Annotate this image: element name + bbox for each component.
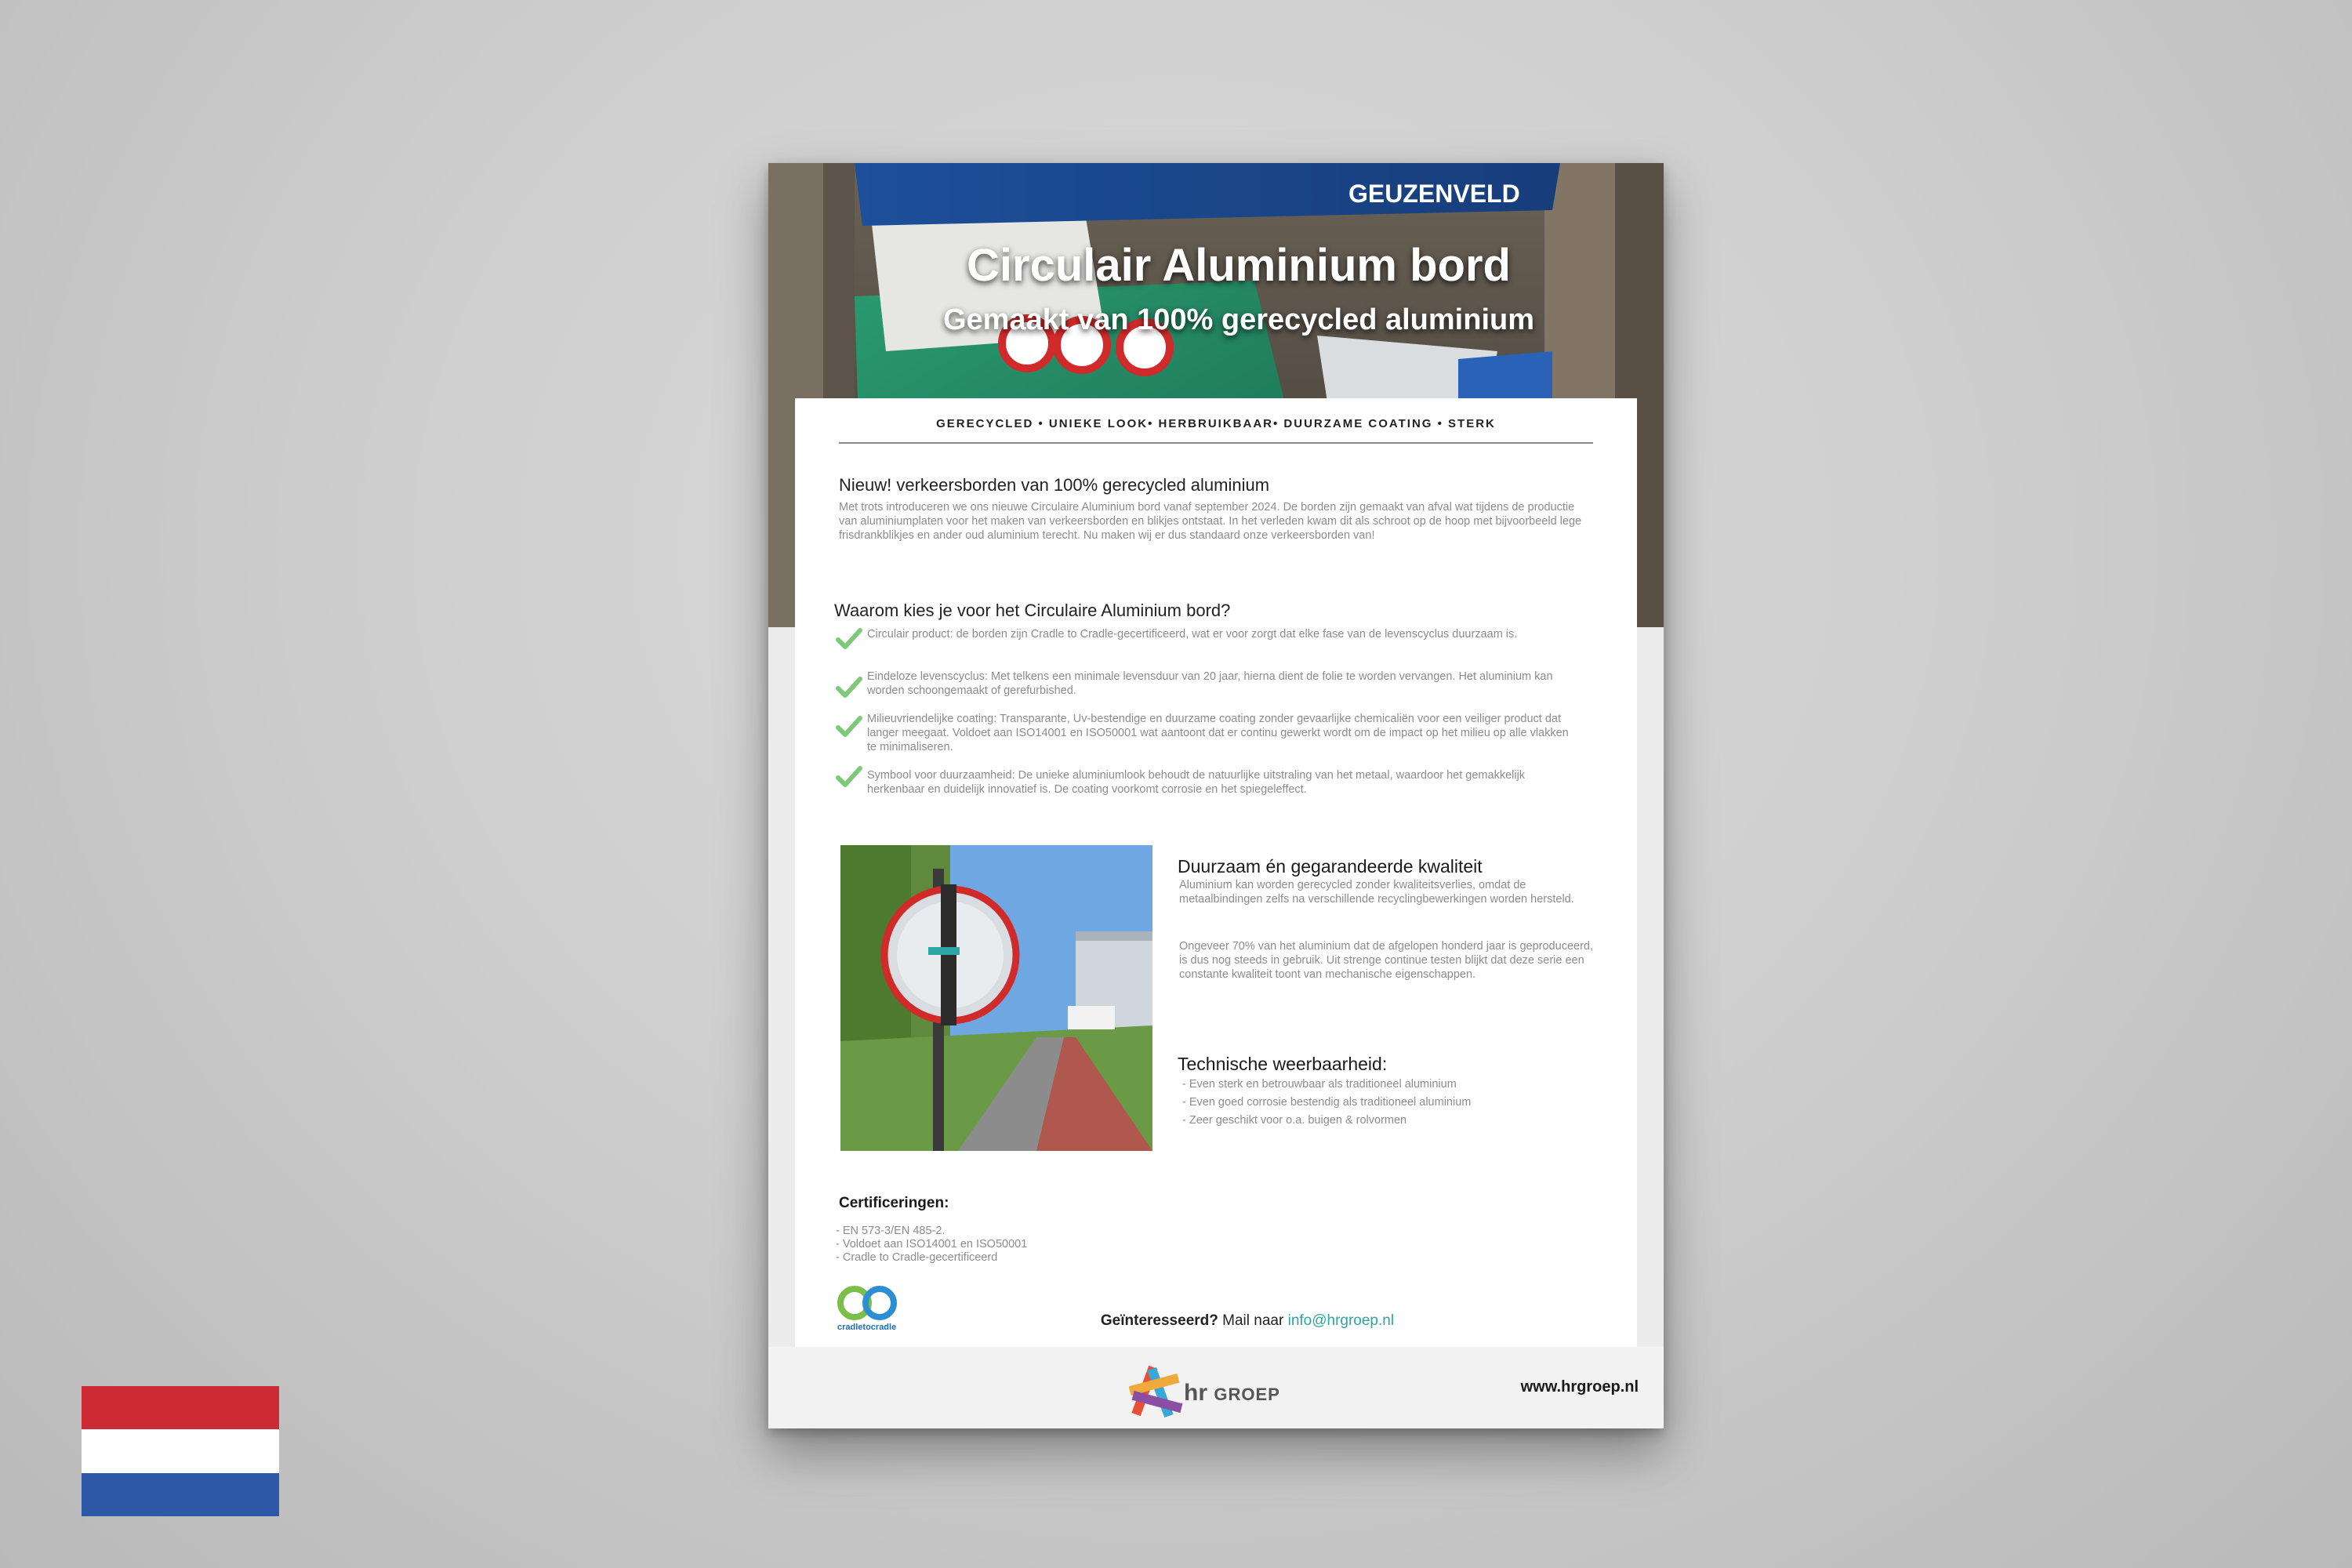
- quality-para-1: Aluminium kan worden gerecycled zonder kwaliteitsverlies, omdat de metaalbindingen zelfs na verschillende recyclingbewerkingen worden hersteld.: [1179, 879, 1574, 906]
- quality-heading: Duurzaam én gegarandeerde kwaliteit: [1178, 856, 1483, 877]
- quality-para-2: Ongeveer 70% van het aluminium dat de afgelopen honderd jaar is geproduceerd, is dus nog steeds in gebruik. Uit strenge continue testen blijkt dat deze serie een constante kwaliteit toont van mechanische eigenschappen.: [1179, 940, 1593, 981]
- check-icon: [836, 676, 862, 699]
- dutch-flag: [82, 1386, 279, 1516]
- email-link[interactable]: info@hrgroep.nl: [1287, 1312, 1395, 1329]
- flag-red-stripe: [82, 1386, 279, 1429]
- flag-white-stripe: [82, 1429, 279, 1472]
- contact-text: Mail naar: [1222, 1312, 1284, 1329]
- hero-subtitle: Gemaakt van 100% gerecycled aluminium: [942, 303, 1535, 336]
- technical-list: [1182, 1076, 1590, 1130]
- why-item-2: Eindeloze levenscyclus: Met telkens een minimale levensduur van 20 jaar, hierna dient de folie te worden vervangen. Het aluminium kan worden schoongemaakt of gerefurbished.: [867, 670, 1553, 697]
- why-item-1: Circulair product: de borden zijn Cradle to Cradle-gecertificeerd, wat er voor zorgt dat elke fase van de levenscyclus duurzaam is.: [867, 628, 1518, 641]
- contact-question: Geïnteresseerd?: [1100, 1312, 1218, 1329]
- check-icon: [836, 627, 862, 651]
- website-link[interactable]: www.hrgroep.nl: [1520, 1378, 1639, 1396]
- list-item: - Zeer geschikt voor o.a. buigen & rolvormen: [1182, 1114, 1407, 1127]
- list-item: - Even goed corrosie bestendig als traditioneel aluminium: [1182, 1096, 1472, 1109]
- features-line: GERECYCLED • UNIEKE LOOK• HERBRUIKBAAR• DUURZAME COATING • STERK: [936, 417, 1496, 430]
- svg-text:cradletocradle: cradletocradle: [837, 1323, 897, 1332]
- check-icon: [836, 765, 862, 789]
- logo-mark-icon: [1129, 1363, 1184, 1425]
- divider: [839, 442, 1593, 444]
- street-sign-text: GEUZENVELD: [1348, 180, 1520, 208]
- list-item: - EN 573-3/EN 485-2.: [836, 1225, 946, 1237]
- why-heading: Waarom kies je voor het Circulaire Aluminium bord?: [834, 601, 1231, 620]
- technical-heading: Technische weerbaarheid:: [1178, 1054, 1388, 1074]
- why-item-3: Milieuvriendelijke coating: Transparante, Uv-bestendige en duurzame coating zonder gevaarlijke chemicaliën voor een veiliger product dat langer meegaat. Voldoet aan ISO14001 en ISO50001 wat aantoont dat er continu gewerkt wordt om de impact op het milieu op alle vlakken te minimaliseren.: [867, 713, 1569, 753]
- flyer: [768, 163, 1664, 1428]
- hero-title: Circulair Aluminium bord: [967, 240, 1511, 291]
- list-item: - Cradle to Cradle-gecertificeerd: [836, 1251, 998, 1264]
- brand-main: hr: [1184, 1380, 1207, 1406]
- list-item: - Voldoet aan ISO14001 en ISO50001: [836, 1238, 1028, 1250]
- product-photo: [840, 845, 1152, 1151]
- brand-sub: GROEP: [1214, 1385, 1280, 1404]
- check-icon: [836, 715, 862, 739]
- why-item-4: Symbool voor duurzaamheid: De unieke aluminiumlook behoudt de natuurlijke uitstraling van het metaal, waardoor het gemakkelijk herkenbaar en duidelijk innovatief is. De coating voorkomt corrosie en het spiegeleffect.: [867, 769, 1526, 796]
- certifications-heading: Certificeringen:: [839, 1195, 949, 1211]
- flag-blue-stripe: [82, 1473, 279, 1516]
- hr-groep-logo: [1129, 1363, 1309, 1425]
- certifications-list: [836, 1225, 1228, 1265]
- content-panel: [795, 398, 1637, 1347]
- intro-heading: Nieuw! verkeersborden van 100% gerecycled aluminium: [839, 475, 1270, 495]
- intro-body: Met trots introduceren we ons nieuwe Circulaire Aluminium bord vanaf september 2024. De borden zijn gemaakt van afval wat tijdens de productie van aluminiumplaten voor het maken van verkeersborden en blikjes ontstaat. In het verleden kwam dit als schroot op de hoop met bijvoorbeeld lege frisdrankblikjes en ander oud aluminium terecht. Nu maken wij er dus standaard onze verkeersborden van!: [839, 501, 1582, 542]
- footer: [768, 1347, 1664, 1428]
- contact-line: [795, 1312, 1637, 1330]
- list-item: - Even sterk en betrouwbaar als traditioneel aluminium: [1182, 1078, 1457, 1091]
